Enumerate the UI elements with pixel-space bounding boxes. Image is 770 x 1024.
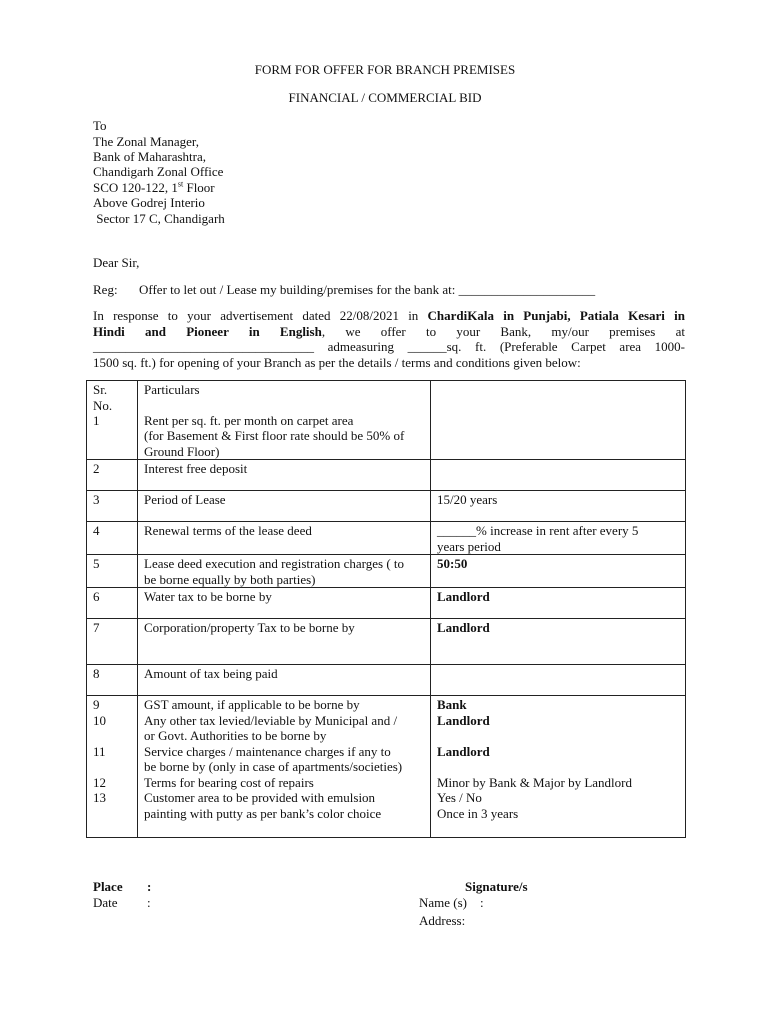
value-text: Landlord (437, 712, 490, 728)
particular-text: Service charges / maintenance charges if any to (144, 743, 391, 759)
form-subtitle: FINANCIAL / COMMERCIAL BID (288, 90, 482, 105)
row-number: 11 (93, 743, 106, 759)
row-number: 2 (93, 461, 100, 476)
body-line: 1500 sq. ft.) for opening of your Branch as per the details / terms and conditions given below: (93, 354, 581, 370)
address-line (93, 180, 215, 196)
sr-cell (87, 555, 138, 588)
reg-text: Offer to let out / Lease my building/premises for the bank at: _____________________ (139, 282, 596, 297)
value-text: 15/20 years (437, 492, 498, 507)
table-row (87, 460, 686, 491)
row-number: 13 (93, 790, 106, 805)
sr-cell (87, 522, 138, 555)
particular-text: Customer area to be provided with emulsion (144, 790, 376, 805)
table-row (87, 619, 686, 665)
particular-text: Lease deed execution and registration charges ( to (144, 556, 405, 571)
body-text: , we offer to your Bank, my/our premises at (321, 323, 685, 339)
value-text: Minor by Bank & Major by Landlord (437, 774, 632, 790)
address-line-text: SCO 120-122, 1 (93, 180, 178, 195)
sr-cell (87, 619, 138, 665)
particular-text: painting with putty as per bank’s color choice (144, 805, 382, 821)
signature-label: Signature/s (465, 879, 528, 894)
value-cell (431, 522, 686, 555)
ordinal-suffix: st (177, 179, 184, 189)
value-text: Landlord (437, 743, 490, 759)
newspaper-names: Hindi and Pioneer in English (93, 323, 322, 339)
body-line (93, 308, 685, 324)
particular-text: (for Basement & First floor rate should be 50% of (144, 428, 405, 443)
particulars-cell (138, 696, 431, 838)
particulars-cell (138, 588, 431, 619)
date-colon: : (147, 895, 151, 910)
form-title: FORM FOR OFFER FOR BRANCH PREMISES (254, 62, 516, 77)
value-text: Landlord (437, 589, 490, 604)
particular-text: Renewal terms of the lease deed (144, 523, 312, 538)
address-line: Chandigarh Zonal Office (93, 164, 224, 179)
date-label: Date (93, 895, 118, 910)
row-number: 10 (93, 712, 106, 728)
reg-label: Reg: (93, 282, 118, 297)
row-number: 3 (93, 492, 100, 507)
particular-text: Water tax to be borne by (144, 589, 272, 604)
row-number: 7 (93, 620, 100, 635)
particulars-cell (138, 460, 431, 491)
newspaper-names: ChardiKala in Punjabi, Patiala Kesari in (427, 308, 685, 323)
particulars-cell (138, 665, 431, 696)
value-text: Landlord (437, 620, 490, 635)
table-row (87, 588, 686, 619)
value-text: Yes / No (437, 790, 482, 805)
place-colon: : (147, 879, 152, 894)
value-cell[interactable] (431, 381, 686, 460)
row-number: 5 (93, 556, 100, 571)
value-text: years period (437, 538, 501, 554)
address-label: Address: (419, 913, 466, 928)
particular-text: Any other tax levied/leviable by Municipal and / (144, 712, 398, 728)
particular-text: Amount of tax being paid (144, 666, 278, 681)
value-cell (431, 555, 686, 588)
reg-line (93, 282, 596, 298)
particulars-cell (138, 619, 431, 665)
address-line: Above Godrej Interio (93, 195, 205, 210)
particular-text: Ground Floor) (144, 443, 220, 459)
particular-text: or Govt. Authorities to be borne by (144, 728, 327, 743)
particular-text: Period of Lease (144, 492, 226, 507)
header-no: No. (93, 397, 113, 413)
particular-text: Interest free deposit (144, 461, 248, 476)
address-line: Bank of Maharashtra, (93, 149, 206, 164)
salutation: Dear Sir, (93, 255, 140, 270)
table-row (87, 491, 686, 522)
body-paragraph (93, 308, 685, 370)
value-cell[interactable] (431, 460, 686, 491)
value-cell (431, 588, 686, 619)
row-number: 4 (93, 523, 100, 538)
value-cell[interactable] (431, 665, 686, 696)
address-line-text: Floor (183, 180, 215, 195)
particulars-table (86, 380, 686, 838)
sr-cell (87, 588, 138, 619)
address-line: The Zonal Manager, (93, 134, 199, 149)
particular-text: GST amount, if applicable to be borne by (144, 697, 360, 712)
place-label: Place (93, 879, 123, 894)
particular-text: Corporation/property Tax to be borne by (144, 620, 355, 635)
value-cell (431, 696, 686, 838)
particular-text: Terms for bearing cost of repairs (144, 774, 314, 790)
body-text: In response to your advertisement dated 22/08/2021 in (93, 308, 428, 323)
header-particulars: Particulars (144, 382, 200, 397)
sr-cell (87, 381, 138, 460)
table-row (87, 665, 686, 696)
address-line: Sector 17 C, Chandigarh (93, 211, 225, 226)
value-cell (431, 619, 686, 665)
sr-cell (87, 696, 138, 838)
row-number: 9 (93, 697, 100, 712)
body-line: __________________________________ admeasuring ______sq. ft. (Preferable Carpet area 1000- (93, 339, 685, 354)
particular-text: be borne equally by both parties) (144, 571, 316, 587)
particulars-cell (138, 491, 431, 522)
particular-text: Rent per sq. ft. per month on carpet area (144, 412, 354, 428)
particulars-cell (138, 555, 431, 588)
sr-cell (87, 491, 138, 522)
name-label: Name (s) : (419, 895, 484, 910)
table-row (87, 555, 686, 588)
table-row (87, 381, 686, 460)
value-text: 50:50 (437, 556, 468, 571)
value-text: ______% increase in rent after every 5 (437, 523, 639, 538)
sr-cell (87, 460, 138, 491)
table-row (87, 522, 686, 555)
row-number: 12 (93, 774, 106, 790)
row-number: 1 (93, 413, 100, 428)
row-number: 8 (93, 666, 100, 681)
value-text: Once in 3 years (437, 805, 519, 821)
value-text: Bank (437, 697, 467, 712)
sr-cell (87, 665, 138, 696)
body-line (93, 324, 685, 340)
row-number: 6 (93, 589, 100, 604)
particular-text: be borne by (only in case of apartments/societies) (144, 759, 403, 774)
address-to: To (93, 118, 107, 133)
table-row (87, 696, 686, 838)
particulars-cell (138, 381, 431, 460)
header-sr: Sr. (93, 382, 108, 397)
particulars-cell (138, 522, 431, 555)
value-cell (431, 491, 686, 522)
